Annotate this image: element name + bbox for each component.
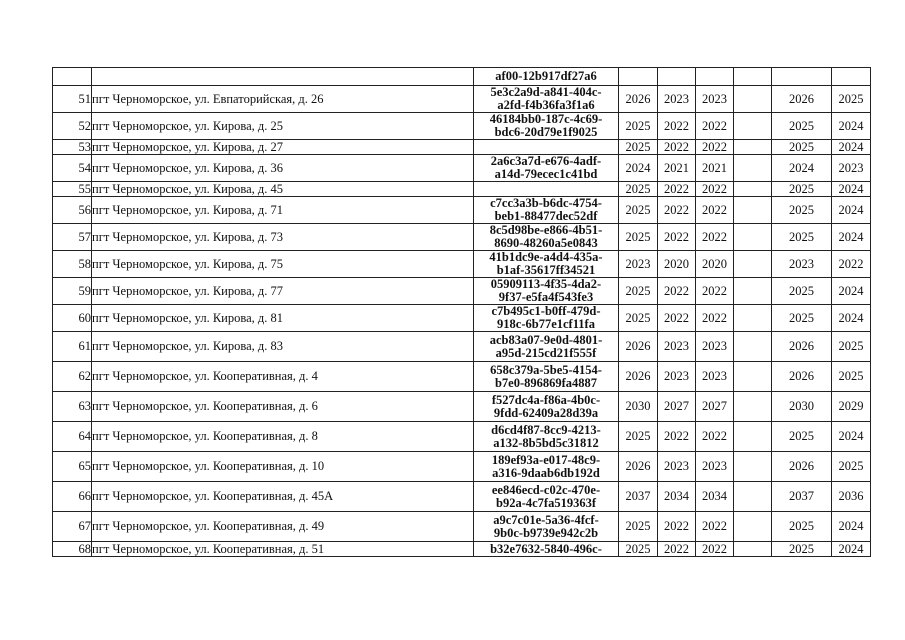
- year-cell-2: 2022: [658, 182, 696, 197]
- row-number-cell: 51: [53, 86, 92, 113]
- year-cell-2: 2020: [658, 251, 696, 278]
- address-cell: пгт Черноморское, ул. Кирова, д. 83: [92, 332, 474, 362]
- row-number-cell: 63: [53, 392, 92, 422]
- address-cell: пгт Черноморское, ул. Кооперативная, д. 4: [92, 362, 474, 392]
- table-row: [53, 452, 871, 482]
- row-number-cell: 65: [53, 452, 92, 482]
- year-cell-2: 2023: [658, 362, 696, 392]
- data-table: [52, 67, 871, 557]
- year-cell-6: 2025: [832, 86, 871, 113]
- empty-cell: [734, 542, 772, 557]
- year-cell-5: 2037: [772, 482, 832, 512]
- address-cell: пгт Черноморское, ул. Кирова, д. 25: [92, 113, 474, 140]
- guid-cell: [474, 512, 619, 542]
- guid-line-1: c7b495c1-b0ff-479d-: [491, 304, 601, 318]
- guid-cell: [474, 332, 619, 362]
- row-number-cell: 52: [53, 113, 92, 140]
- row-number-cell: 66: [53, 482, 92, 512]
- year-cell-2: 2021: [658, 155, 696, 182]
- year-cell-5: 2023: [772, 251, 832, 278]
- guid-line-1: acb83a07-9e0d-4801-: [489, 332, 603, 347]
- year-cell-6: 2024: [832, 197, 871, 224]
- empty-cell: [734, 305, 772, 332]
- year-cell-2: 2022: [658, 422, 696, 452]
- guid-line-2: 918c-6b77e1cf11fa: [497, 317, 595, 331]
- guid-line-2: a95d-215cd21f555f: [495, 345, 597, 360]
- row-number-cell: 67: [53, 512, 92, 542]
- table-row: [53, 305, 871, 332]
- guid-line-2: b1af-35617ff34521: [496, 263, 596, 277]
- year-cell-1: 2025: [619, 512, 658, 542]
- address-cell: [92, 68, 474, 86]
- guid-cell: [474, 140, 619, 155]
- year-cell-3: 2022: [696, 224, 734, 251]
- guid-line-2: 8690-48260a5e0843: [494, 236, 598, 250]
- year-cell-5: 2025: [772, 182, 832, 197]
- year-cell-3: 2022: [696, 512, 734, 542]
- table-row: [53, 278, 871, 305]
- guid-line-2: a132-8b5bd5c31812: [493, 435, 599, 450]
- guid-line-1: 41b1dc9e-a4d4-435a-: [489, 250, 603, 264]
- address-cell: пгт Черноморское, ул. Кооперативная, д. 49: [92, 512, 474, 542]
- address-cell: пгт Черноморское, ул. Евпаторийская, д. 26: [92, 86, 474, 113]
- year-cell-5: 2026: [772, 362, 832, 392]
- guid-line-2: a14d-79ecec1c41bd: [494, 167, 598, 181]
- empty-cell: [734, 155, 772, 182]
- year-cell-6: 2025: [832, 332, 871, 362]
- empty-cell: [734, 278, 772, 305]
- year-cell-6: 2024: [832, 182, 871, 197]
- year-cell-6: 2024: [832, 422, 871, 452]
- year-cell-6: 2022: [832, 251, 871, 278]
- year-cell-2: 2022: [658, 197, 696, 224]
- year-cell-6: 2024: [832, 512, 871, 542]
- year-cell-3: 2022: [696, 182, 734, 197]
- guid-cell: [474, 224, 619, 251]
- empty-cell: [734, 197, 772, 224]
- year-cell-5: 2025: [772, 113, 832, 140]
- empty-cell: [734, 140, 772, 155]
- table-row: [53, 332, 871, 362]
- year-cell-2: 2022: [658, 278, 696, 305]
- year-cell-3: 2023: [696, 362, 734, 392]
- row-number-cell: 56: [53, 197, 92, 224]
- empty-cell: [734, 182, 772, 197]
- year-cell-2: 2027: [658, 392, 696, 422]
- address-cell: пгт Черноморское, ул. Кирова, д. 73: [92, 224, 474, 251]
- empty-cell: [734, 512, 772, 542]
- year-cell-1: 2030: [619, 392, 658, 422]
- guid-line-2: bdc6-20d79e1f9025: [494, 125, 598, 139]
- empty-cell: [734, 68, 772, 86]
- year-cell-6: [832, 68, 871, 86]
- year-cell-1: 2025: [619, 305, 658, 332]
- row-number-cell: 57: [53, 224, 92, 251]
- empty-cell: [734, 86, 772, 113]
- year-cell-3: 2034: [696, 482, 734, 512]
- address-cell: пгт Черноморское, ул. Кооперативная, д. 51: [92, 542, 474, 557]
- year-cell-3: 2022: [696, 140, 734, 155]
- year-cell-3: 2022: [696, 305, 734, 332]
- year-cell-3: 2021: [696, 155, 734, 182]
- table-row: [53, 542, 871, 557]
- year-cell-1: 2025: [619, 182, 658, 197]
- year-cell-1: 2024: [619, 155, 658, 182]
- guid-line-1: 189ef93a-e017-48c9-: [491, 452, 601, 467]
- year-cell-6: 2024: [832, 224, 871, 251]
- year-cell-2: 2034: [658, 482, 696, 512]
- address-cell: пгт Черноморское, ул. Кирова, д. 77: [92, 278, 474, 305]
- guid-line-1: 46184bb0-187c-4c69-: [489, 112, 603, 126]
- year-cell-1: 2025: [619, 197, 658, 224]
- row-number-cell: 61: [53, 332, 92, 362]
- guid-cell: [474, 68, 619, 86]
- table-row: [53, 422, 871, 452]
- guid-cell: [474, 86, 619, 113]
- table-row: [53, 224, 871, 251]
- guid-line-2: beb1-88477dec52df: [494, 209, 598, 223]
- guid-line-2: b7e0-896869fa4887: [494, 375, 598, 390]
- table-row: [53, 512, 871, 542]
- year-cell-3: 2023: [696, 332, 734, 362]
- year-cell-2: 2022: [658, 305, 696, 332]
- empty-cell: [734, 362, 772, 392]
- guid-line-1: 5e3c2a9d-a841-404c-: [490, 85, 602, 99]
- row-number-cell: 53: [53, 140, 92, 155]
- year-cell-1: 2026: [619, 452, 658, 482]
- address-cell: пгт Черноморское, ул. Кооперативная, д. 6: [92, 392, 474, 422]
- year-cell-6: 2023: [832, 155, 871, 182]
- year-cell-3: 2022: [696, 422, 734, 452]
- guid-cell: [474, 113, 619, 140]
- year-cell-1: 2025: [619, 140, 658, 155]
- guid-cell: [474, 362, 619, 392]
- year-cell-5: 2026: [772, 86, 832, 113]
- address-cell: пгт Черноморское, ул. Кооперативная, д. 45А: [92, 482, 474, 512]
- guid-line-1: b32e7632-5840-496c-: [490, 541, 602, 556]
- year-cell-5: 2025: [772, 278, 832, 305]
- year-cell-5: 2030: [772, 392, 832, 422]
- guid-line-1: 8c5d98be-e866-4b51-: [489, 223, 603, 237]
- guid-line-2: 9b0c-b9739e942c2b: [493, 525, 599, 540]
- year-cell-5: 2025: [772, 512, 832, 542]
- row-number-cell: 68: [53, 542, 92, 557]
- guid-cell: [474, 305, 619, 332]
- guid-line-1: 05909113-4f35-4da2-: [490, 277, 602, 291]
- year-cell-2: 2023: [658, 452, 696, 482]
- year-cell-2: 2022: [658, 512, 696, 542]
- guid-line-1: 2a6c3a7d-e676-4adf-: [490, 154, 602, 168]
- row-number-cell: 60: [53, 305, 92, 332]
- table-row: [53, 86, 871, 113]
- year-cell-5: 2025: [772, 305, 832, 332]
- year-cell-1: 2025: [619, 278, 658, 305]
- year-cell-6: 2025: [832, 452, 871, 482]
- year-cell-6: 2036: [832, 482, 871, 512]
- empty-cell: [734, 452, 772, 482]
- year-cell-5: 2026: [772, 332, 832, 362]
- guid-cell: [474, 278, 619, 305]
- table-row: [53, 182, 871, 197]
- address-cell: пгт Черноморское, ул. Кирова, д. 75: [92, 251, 474, 278]
- year-cell-5: 2025: [772, 197, 832, 224]
- row-number-cell: 64: [53, 422, 92, 452]
- guid-line-2: a2fd-f4b36fa3f1a6: [497, 98, 595, 112]
- year-cell-6: 2024: [832, 113, 871, 140]
- guid-line-1: a9c7c01e-5a36-4fcf-: [493, 512, 599, 527]
- guid-cell: [474, 542, 619, 557]
- empty-cell: [734, 113, 772, 140]
- year-cell-2: 2023: [658, 86, 696, 113]
- year-cell-2: [658, 68, 696, 86]
- year-cell-6: 2025: [832, 362, 871, 392]
- address-cell: пгт Черноморское, ул. Кирова, д. 71: [92, 197, 474, 224]
- table-row: [53, 140, 871, 155]
- row-number-cell: 55: [53, 182, 92, 197]
- address-cell: пгт Черноморское, ул. Кооперативная, д. 10: [92, 452, 474, 482]
- year-cell-1: 2025: [619, 113, 658, 140]
- year-cell-1: 2025: [619, 422, 658, 452]
- year-cell-1: 2026: [619, 86, 658, 113]
- year-cell-1: 2026: [619, 362, 658, 392]
- guid-cell: [474, 251, 619, 278]
- year-cell-2: 2022: [658, 140, 696, 155]
- guid-cell: [474, 482, 619, 512]
- address-cell: пгт Черноморское, ул. Кирова, д. 27: [92, 140, 474, 155]
- guid-line-1: f527dc4a-f86a-4b0c-: [491, 392, 601, 407]
- table-row: [53, 251, 871, 278]
- year-cell-3: [696, 68, 734, 86]
- year-cell-5: 2025: [772, 422, 832, 452]
- year-cell-2: 2022: [658, 224, 696, 251]
- empty-cell: [734, 224, 772, 251]
- guid-line-1: c7cc3a3b-b6dc-4754-: [490, 196, 602, 210]
- year-cell-2: 2023: [658, 332, 696, 362]
- year-cell-3: 2023: [696, 452, 734, 482]
- address-cell: пгт Черноморское, ул. Кооперативная, д. 8: [92, 422, 474, 452]
- guid-line-2: 9fdd-62409a28d39a: [493, 405, 599, 420]
- guid-line-2: a316-9daab6db192d: [492, 465, 600, 480]
- guid-line-1: af00-12b917df27a6: [495, 69, 597, 83]
- table-row: [53, 362, 871, 392]
- address-cell: пгт Черноморское, ул. Кирова, д. 81: [92, 305, 474, 332]
- year-cell-6: 2029: [832, 392, 871, 422]
- empty-cell: [734, 251, 772, 278]
- guid-line-2: 9f37-e5fa4f543fe3: [498, 290, 594, 304]
- year-cell-6: 2024: [832, 140, 871, 155]
- address-cell: пгт Черноморское, ул. Кирова, д. 36: [92, 155, 474, 182]
- year-cell-5: 2025: [772, 140, 832, 155]
- row-number-cell: [53, 68, 92, 86]
- year-cell-5: 2025: [772, 224, 832, 251]
- row-number-cell: 62: [53, 362, 92, 392]
- year-cell-5: 2024: [772, 155, 832, 182]
- year-cell-1: 2026: [619, 332, 658, 362]
- guid-line-1: 658c379a-5be5-4154-: [490, 362, 602, 377]
- empty-cell: [734, 332, 772, 362]
- empty-cell: [734, 392, 772, 422]
- year-cell-6: 2024: [832, 542, 871, 557]
- year-cell-1: [619, 68, 658, 86]
- empty-cell: [734, 482, 772, 512]
- guid-cell: [474, 197, 619, 224]
- row-number-cell: 58: [53, 251, 92, 278]
- year-cell-6: 2024: [832, 278, 871, 305]
- year-cell-3: 2022: [696, 542, 734, 557]
- empty-cell: [734, 422, 772, 452]
- year-cell-5: [772, 68, 832, 86]
- year-cell-1: 2023: [619, 251, 658, 278]
- year-cell-6: 2024: [832, 305, 871, 332]
- table-row: [53, 68, 871, 86]
- year-cell-1: 2037: [619, 482, 658, 512]
- row-number-cell: 59: [53, 278, 92, 305]
- table-row: [53, 392, 871, 422]
- year-cell-1: 2025: [619, 224, 658, 251]
- guid-line-1: d6cd4f87-8cc9-4213-: [491, 422, 601, 437]
- guid-cell: [474, 422, 619, 452]
- guid-cell: [474, 452, 619, 482]
- guid-cell: [474, 182, 619, 197]
- year-cell-5: 2026: [772, 452, 832, 482]
- guid-line-1: ee846ecd-c02c-470e-: [491, 482, 601, 497]
- year-cell-3: 2022: [696, 197, 734, 224]
- table-row: [53, 155, 871, 182]
- year-cell-3: 2020: [696, 251, 734, 278]
- year-cell-3: 2023: [696, 86, 734, 113]
- year-cell-3: 2027: [696, 392, 734, 422]
- year-cell-2: 2022: [658, 542, 696, 557]
- year-cell-5: 2025: [772, 542, 832, 557]
- year-cell-2: 2022: [658, 113, 696, 140]
- year-cell-1: 2025: [619, 542, 658, 557]
- table-row: [53, 197, 871, 224]
- table-row: [53, 113, 871, 140]
- year-cell-3: 2022: [696, 113, 734, 140]
- row-number-cell: 54: [53, 155, 92, 182]
- table-row: [53, 482, 871, 512]
- address-cell: пгт Черноморское, ул. Кирова, д. 45: [92, 182, 474, 197]
- guid-cell: [474, 155, 619, 182]
- year-cell-3: 2022: [696, 278, 734, 305]
- guid-line-2: b92a-4c7fa519363f: [496, 495, 596, 510]
- guid-cell: [474, 392, 619, 422]
